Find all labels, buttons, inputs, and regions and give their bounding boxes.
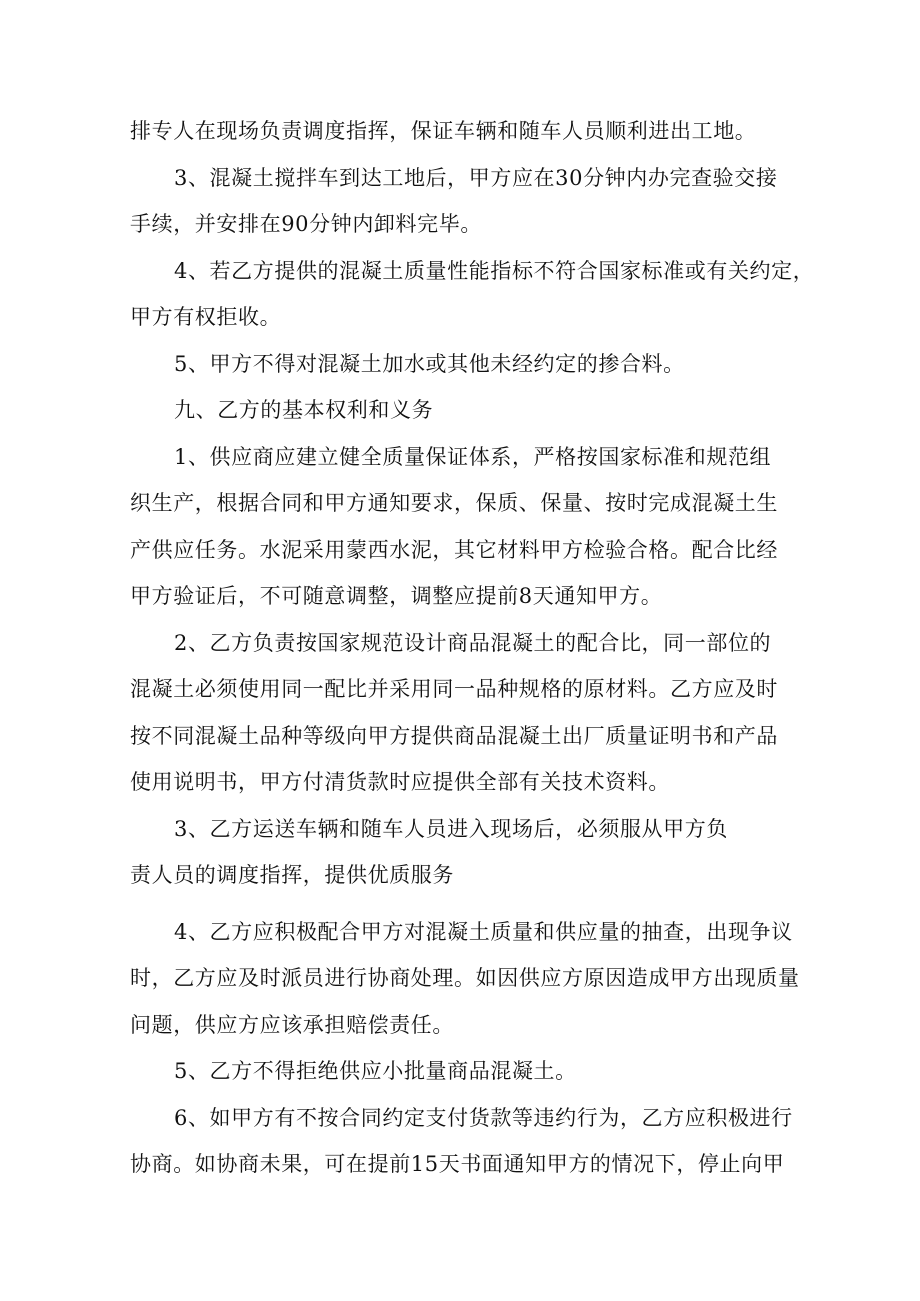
clause-4-line-2: 甲方有权拒收。 — [130, 305, 282, 329]
text-line: 排专人在现场负责调度指挥，保证车辆和随车人员顺利进出工地。 — [130, 119, 757, 143]
clause-b2-line-3: 按不同混凝土品种等级向甲方提供商品混凝土出厂质量证明书和产品 — [130, 723, 778, 748]
clause-b6-line-1: 6、如甲方有不按合同约定支付货款等违约行为，乙方应积极进行 — [174, 1105, 793, 1130]
clause-b4-line-2: 时，乙方应及时派员进行协商处理。如因供应方原因造成甲方出现质量 — [130, 966, 800, 990]
clause-b1-line-2: 织生产，根据合同和甲方通知要求，保质、保量、按时完成混凝土生 — [130, 491, 778, 515]
clause-3-line-2: 手续，并安排在90分钟内卸料完毕。 — [130, 212, 482, 236]
clause-b1-line-4: 甲方验证后，不可随意调整，调整应提前8天通知甲方。 — [130, 584, 663, 608]
paragraph-gap — [130, 899, 792, 909]
clause-4-line-1: 4、若乙方提供的混凝土质量性能指标不符合国家标准或有关约定， — [174, 258, 815, 283]
clause-b1-line-3: 产供应任务。水泥采用蒙西水泥，其它材料甲方检验合格。配合比经 — [130, 537, 778, 562]
clause-b1-line-1: 1、供应商应建立健全质量保证体系，严格按国家标准和规范组 — [174, 444, 772, 469]
clause-b4-line-3: 问题，供应方应该承担赔偿责任。 — [130, 1012, 454, 1037]
clause-b2-line-4: 使用说明书，甲方付清货款时应提供全部有关技术资料。 — [130, 770, 670, 794]
clause-b3-line-2: 责人员的调度指挥，提供优质服务 — [130, 863, 454, 887]
clause-b2-line-2: 混凝土必须使用同一配比并采用同一品种规格的原材料。乙方应及时 — [130, 677, 778, 701]
clause-b2-line-1: 2、乙方负责按国家规范设计商品混凝土的配合比，同一部位的 — [174, 630, 772, 655]
clause-b5-line-1: 5、乙方不得拒绝供应小批量商品混凝土。 — [174, 1059, 577, 1083]
clause-b3-line-1: 3、乙方运送车辆和随车人员进入现场后，必须服从甲方负 — [174, 816, 728, 841]
clause-b6-line-2: 协商。如协商未果，可在提前15天书面通知甲方的情况下，停止向甲 — [130, 1152, 785, 1176]
document-body — [130, 108, 815, 1188]
section-heading: 九、乙方的基本权利和义务 — [174, 398, 434, 422]
clause-b4-line-1: 4、乙方应积极配合甲方对混凝土质量和供应量的抽查，出现争议 — [174, 919, 793, 944]
clause-3-line-1: 3、混凝土搅拌车到达工地后，甲方应在30分钟内办完查验交接 — [174, 165, 778, 190]
clause-5-line-1: 5、甲方不得对混凝土加水或其他未经约定的掺合料。 — [174, 351, 685, 376]
